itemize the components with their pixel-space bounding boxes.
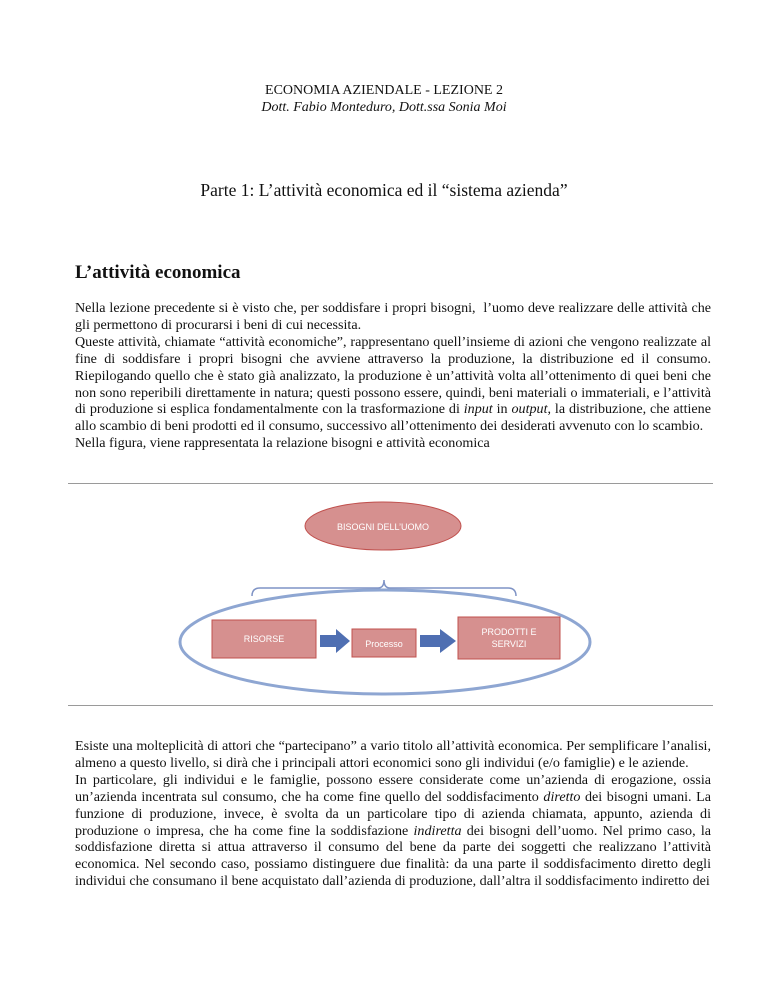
paragraph-sentence: Queste attività, chiamate “attività economiche”, rappresentano quell’insieme di azioni che vengono realizzate al fine di soddisfare i propri bisogni che avviene attraverso la produzione, la distribuzione ed il consumo. Riepilogando quello che è stato già analizzato, la produzione è un’attività volta all’ottenimento di quei beni che non sono reperibili direttamente in natura; questi possono essere, quindi, beni materiali o immateriali, e l’attività di produzione si esplica fondamentalmente con la trasformazione di input in output, la distribuzione, che attiene allo scambio di beni prodotti ed il consumo, successivo all’ottenimento dei desiderati avvenuto con lo scambio. (75, 333, 711, 435)
paragraph-sentence: Nella lezione precedente si è visto che, per soddisfare i propri bisogni, l’uomo deve realizzare delle attività che gli permettono di procurarsi i beni di cui necessita. (75, 300, 711, 333)
resources-label: RISORSE (243, 634, 285, 644)
figure-bottom-rule (68, 705, 713, 706)
needs-label: BISOGNI DELL’UOMO (336, 522, 430, 532)
products-box (458, 617, 560, 659)
paragraph-intro (75, 300, 711, 452)
paragraph-sentence: Esiste una molteplicità di attori che “partecipano” a vario titolo all’attività economica. Per semplificare l’analisi, almeno a questo livello, si dirà che i principali attori economici sono gli individui (e/o famiglie) e le aziende. (75, 738, 711, 771)
paragraph-actors (75, 738, 711, 890)
paragraph-sentence: Nella figura, viene rappresentata la relazione bisogni e attività economica (75, 435, 490, 452)
products-label-line1: PRODOTTI E (481, 627, 537, 637)
part-title: Parte 1: L’attività economica ed il “sistema azienda” (200, 180, 568, 200)
authors-line: Dott. Fabio Monteduro, Dott.ssa Sonia Moi (261, 100, 507, 115)
needs-activity-diagram (0, 484, 768, 704)
paragraph-sentence: In particolare, gli individui e le famiglie, possono essere considerate come un’azienda di erogazione, ossia un’azienda incentrata sul consumo, che ha come fine quello del soddisfacimento diretto dei bisogni umani. La funzione di produzione, invece, è svolta da un particolare tipo di azienda chiamata, appunto, azienda di produzione o impresa, che ha come fine la soddisfazione indiretta dei bisogni dell’uomo. Nel primo caso, la soddisfazione diretta si attua attraverso il consumo del bene da parte dei soggetti che realizzano l’attività economica. Nel secondo caso, possiamo distinguere due finalità: da una parte il soddisfacimento diretto degli individui che consumano il bene acquistato dall’azienda di produzione, dall’altra il soddisfacimento indiretto dei (75, 771, 711, 890)
section-heading: L’attività economica (75, 262, 241, 283)
course-title: ECONOMIA AZIENDALE - LEZIONE 2 (265, 83, 503, 98)
products-label-line2: SERVIZI (491, 639, 527, 649)
document-header (0, 82, 768, 116)
process-label: Processo (365, 639, 403, 649)
